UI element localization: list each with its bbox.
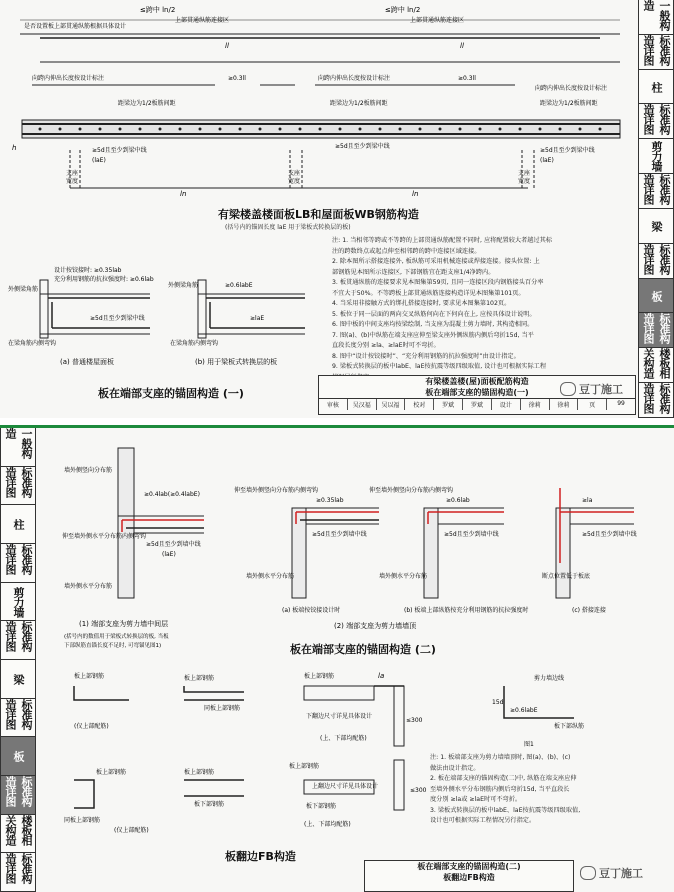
tb-cell: 校对 (405, 399, 434, 410)
side-tab-shear-wall[interactable]: 剪力墙 (1, 583, 35, 622)
support-sub-1: 宽度 (66, 178, 79, 185)
note-line: 2. 板在端部支座的锚固构造(二)中, 纵筋在端支座应伸 (430, 775, 577, 782)
watermark-1 (560, 381, 623, 397)
d1-sub2: 下部纵筋直锚长度不足时, 可弯锚见图1) (64, 643, 162, 649)
support-label-1: 支座 (66, 170, 79, 177)
fig1-caption: 图1 (524, 741, 534, 748)
tb-cell: 徐莉 (521, 399, 550, 410)
fb-b-top3: 板上部钢筋 (289, 763, 320, 770)
support-sub-3: 宽度 (518, 178, 531, 185)
detail-a-label2: 充分利用钢筋的抗拉强度时: ≥0.6lab (54, 276, 154, 283)
fb-b-top1: 板上部钢筋 (96, 769, 127, 776)
note-line: 5. 板位于同一层面的两向交叉纵筋何向在下何向在上, 应按具体设计说明。 (332, 310, 536, 318)
fb-lower3: 下翻边尺寸详见具体设计 (306, 713, 373, 720)
d2b-top: 伸至墙外侧竖向分布筋内侧弯钩 (369, 487, 454, 494)
support-sub-2: 宽度 (288, 178, 301, 185)
note-line: 部钢筋见本图所示连接区, 下部钢筋宜在距支座1/4净跨内。 (332, 268, 495, 276)
detail-a-inner: 在梁角筋内侧弯钩 (8, 340, 57, 347)
note-line: 设计也可根据实际工程情况另行指定。 (430, 817, 536, 824)
drawing-sheet-99 (0, 0, 674, 418)
side-tab-detail[interactable]: 标准构造详图 (1, 621, 35, 660)
fb-bc3: (上、下部均配筋) (304, 821, 351, 828)
d2b-dim: ≥0.6lab (446, 497, 470, 504)
extend-label-1: 向跨内伸出长度按设计标注 (32, 75, 105, 82)
fb-caption: 板翻边FB构造 (225, 850, 296, 863)
note-line: 度分别 ≥la或 ≥laE时可不弯折。 (430, 796, 522, 803)
title-block-row (319, 398, 635, 410)
detail-b-anchor: ≥laE (250, 315, 265, 322)
d2b-caption: (b) 板端上部纵筋按充分利用钢筋的抗拉强度时 (404, 607, 529, 614)
fig1-v: 15d (492, 699, 504, 706)
main-subcaption: (括号内的锚固长度 laE 用于梁板式转换层的板) (225, 224, 351, 231)
extend-label-3: 向跨内伸出长度按设计标注 (535, 85, 608, 92)
beam-dist-label-3: 距梁边为1/2板筋间距 (540, 100, 598, 107)
d1-sub1: (括号内的数值用于梁板式转换层的板, 当板 (64, 634, 169, 640)
fb-c1: (仅上部配筋) (74, 723, 109, 730)
detail-a-anchor: ≥5d且至少到梁中线 (90, 315, 145, 322)
detail-b-outer: 外侧梁角筋 (168, 282, 199, 289)
fb-b-mid3: 上翻边尺寸详见具体设计 (312, 783, 379, 790)
side-tab-detail[interactable]: 标准构造详图 (639, 104, 673, 139)
tb-cell: 罗斌 (463, 399, 492, 410)
top-left-note: 是否设置板上部贯通纵筋根据具体设计 (24, 23, 127, 30)
d1-mid: 伸至墙外侧水平分布筋内侧弯钩 (62, 533, 147, 540)
note-line: 4. 当采用非接触方式的绑扎搭接连接时, 要求见本图集第102页。 (332, 300, 511, 307)
tb-cell: 罗斌 (434, 399, 463, 410)
note-line: 不宜大于50%。不等跨板上部贯通纵筋连接构造详见本图集第101页。 (332, 289, 525, 297)
support-label-2: 支座 (288, 170, 301, 177)
d1-lae: (laE) (162, 551, 176, 558)
note-line: 至墙外侧水平分布钢筋内侧后弯折15d, 当平直段长 (430, 785, 570, 793)
side-tabs-2 (0, 428, 36, 892)
span-right-label: ≤跨中 ln/2 (385, 6, 421, 14)
lae-label-3: (laE) (540, 157, 554, 164)
title-block-2-title2: 板翻边FB构造 (443, 873, 495, 882)
fb-dim300: ≤300 (406, 717, 423, 724)
note-line: 注: 1. 板端部支座为剪力墙墙顶时, 图(a)、(b)、(c) (430, 754, 571, 761)
d2c-caption: (c) 搭接连接 (572, 607, 606, 614)
note-line: 8. 图中“设计按铰接时”、“充分利用钢筋的抗拉强度时”由设计指定。 (332, 352, 520, 360)
fb-c3: (上、下部均配筋) (320, 735, 367, 742)
detail-b-inner: 在梁角筋内侧弯钩 (170, 340, 219, 347)
side-tab-detail[interactable]: 标准构造详图 (639, 313, 673, 348)
notes-block-1 (332, 236, 632, 383)
fig1-axis: 剪力墙边线 (534, 675, 565, 682)
d2c-break: 断点位置低于板底 (542, 573, 591, 580)
fig1-dim: ≥0.6labE (510, 707, 538, 714)
detail-a-caption: (a) 普通楼屋面板 (60, 358, 114, 366)
tb-cell: 设计 (492, 399, 521, 410)
note-line: 3. 梁板式转换层的板中labE、laE按抗震等级四级取值, (430, 806, 581, 814)
caption-2: (2) 端部支座为剪力墙墙顶 (334, 622, 417, 630)
fb-top2: 板上部钢筋 (184, 675, 215, 682)
d2a-top: 伸至墙外侧竖向分布筋内侧弯钩 (234, 487, 319, 494)
detail-b-label: ≥0.6labE (225, 282, 253, 289)
anchor-label-1: ≥5d且至少到梁中线 (92, 147, 147, 154)
d2a-caption: (a) 板端按铰接设计时 (282, 607, 341, 614)
d2c-dim: ≥la (582, 497, 593, 504)
side-tab-beam[interactable]: 梁 (1, 660, 35, 699)
side-tabs-1 (638, 0, 674, 418)
d2a-anchor: ≥5d且至少到墙中线 (312, 531, 367, 538)
page-divider (0, 418, 674, 425)
chat-bubble-icon (560, 382, 576, 396)
anchor-caption-1: 板在端部支座的锚固构造 (一) (98, 387, 244, 400)
side-tab-slab[interactable]: 板 (1, 737, 35, 776)
span-left-label: ≤跨中 ln/2 (140, 6, 176, 14)
beam-dist-label-1: 距梁边为1/2板筋间距 (118, 100, 176, 107)
side-tab-detail[interactable]: 标准构造详图 (1, 467, 35, 506)
detail-a-outer: 外侧梁角筋 (8, 286, 39, 293)
watermark-2 (580, 865, 643, 881)
note-line: 3. 板贯通纵筋的连接要求见本图集第59页, 且同一连接区段内钢筋接头百分率 (332, 279, 544, 286)
tb-cell: 吴汉福 (348, 399, 377, 410)
title-block-2-title1: 板在端部支座的锚固构造(二) (417, 862, 521, 871)
side-tab-slab-related[interactable]: 楼板相关构造 (639, 348, 673, 383)
ln-label-1: ln (180, 190, 187, 198)
beam-dist-label-2: 距梁边为1/2板筋间距 (330, 100, 388, 107)
note-line: 9. 梁板式转换层的板中labE、laE按抗震等级四级取值, 设计也可根据实际工程 (332, 363, 547, 370)
ll-label-2: ll (460, 42, 464, 50)
ratio-label-1: ≥0.3ll (228, 75, 246, 82)
side-tab-shear-wall[interactable]: 剪力墙 (639, 139, 673, 174)
d1-top: 墙外侧竖向分布筋 (64, 467, 113, 474)
fb-top1: 板上部钢筋 (74, 673, 105, 680)
d2a-dim: ≥0.35lab (316, 497, 344, 504)
note-line: 做法由设计指定。 (430, 764, 480, 772)
side-tab-slab[interactable]: 板 (639, 279, 673, 314)
main-caption: 有梁楼盖楼面板LB和屋面板WB钢筋构造 (218, 208, 419, 221)
note-line: 注: 1. 当相邻等跨或不等跨的上部贯通纵筋配置不同时, 应将配置较大者越过其标 (332, 237, 553, 244)
side-tab-detail[interactable]: 标准构造详图 (1, 699, 35, 738)
d2a-bottom: 墙外侧水平分布筋 (246, 573, 295, 580)
anchor-caption-2: 板在端部支座的锚固构造 (二) (290, 643, 436, 656)
side-tab-detail[interactable]: 标准构造详图 (639, 244, 673, 279)
fb-b-low3: 板下部钢筋 (306, 803, 337, 810)
watermark-text: 豆丁施工 (599, 867, 643, 880)
side-tab-column[interactable]: 柱 (1, 505, 35, 544)
extend-label-2: 向跨内伸出长度按设计标注 (318, 75, 391, 82)
fb-lower1: 同板上部钢筋 (204, 705, 241, 712)
note-line: 直段长度分别 ≥la、≥laE时可不弯折。 (332, 342, 440, 349)
side-tab-detail[interactable]: 标准构造详图 (1, 776, 35, 815)
ll-label-1: ll (225, 42, 229, 50)
d1-dim: ≥0.4lab(≥0.4labE) (144, 491, 200, 498)
note-line: 6. 图中板的中间支座均按梁绘制, 当支座为混凝土剪力墙时, 其构造相同。 (332, 321, 534, 328)
h-label: h (12, 144, 17, 152)
title-block-title1: 有梁楼盖楼(屋)面板配筋构造 (425, 377, 529, 386)
lae-label-1: (laE) (92, 157, 106, 164)
d2b-anchor: ≥5d且至少到墙中线 (444, 531, 499, 538)
ln-label-2: ln (412, 190, 419, 198)
fb-b-top2: 板上部钢筋 (184, 769, 215, 776)
tb-cell: 吴以福 (377, 399, 406, 410)
side-tab-general[interactable]: 一般构造 (639, 0, 673, 35)
anchor-label-3: ≥5d且至少到梁中线 (540, 147, 595, 154)
ratio-label-2: ≥0.3ll (458, 75, 476, 82)
fb-la: la (378, 672, 385, 680)
side-tab-detail[interactable]: 标准构造详图 (639, 174, 673, 209)
side-tab-detail[interactable]: 标准构造详图 (1, 544, 35, 583)
d1-caption: (1) 端部支座为剪力墙中间层 (79, 620, 169, 628)
fb-b-dim300: ≤300 (410, 787, 427, 794)
notes-block-2 (430, 753, 670, 827)
tb-cell: 页 (578, 399, 607, 410)
side-tab-detail[interactable]: 标准构造详图 (1, 853, 35, 892)
drawing-sheet-100 (0, 425, 674, 892)
span-left-sub: 上部贯通纵筋连接区 (175, 17, 230, 24)
side-tab-detail[interactable]: 标准构造详图 (639, 383, 673, 418)
side-tab-column[interactable]: 柱 (639, 70, 673, 105)
side-tab-beam[interactable]: 梁 (639, 209, 673, 244)
tb-cell: 99 (617, 400, 625, 407)
fig1-lower: 板下部纵筋 (554, 723, 585, 730)
fb-b-lower2: 板下部钢筋 (194, 801, 225, 808)
tb-cell: 徐莉 (550, 399, 579, 410)
d2c-anchor: ≥5d且至少到墙中线 (582, 531, 637, 538)
watermark-text: 豆丁施工 (579, 383, 623, 396)
side-tab-detail[interactable]: 标准构造详图 (639, 35, 673, 70)
tb-cell: 审核 (319, 399, 348, 410)
fb-b-lower1: 同板上部钢筋 (64, 817, 101, 824)
side-tab-slab-related[interactable]: 楼板相关构造 (1, 815, 35, 854)
fb-bc1: (仅上部配筋) (114, 827, 149, 834)
d1-anchor: ≥5d且至少到墙中线 (146, 541, 201, 548)
note-line: 2. 除本图所示搭接连接外, 板纵筋可采用机械连接或焊接连接。接头位置: 上 (332, 258, 540, 265)
detail-a-label1: 设计按铰接时: ≥0.35lab (54, 267, 122, 274)
title-block-2 (364, 860, 574, 892)
note-line: 7. 图(a)、(b)中纵筋在端支座应伸至梁支座外侧纵筋内侧后弯折15d, 当平 (332, 331, 534, 339)
note-line: 注的跨数终点或起点伸至相邻跨的跨中连接区域连接。 (332, 247, 481, 255)
support-label-3: 支座 (518, 170, 531, 177)
side-tab-general[interactable]: 一般构造 (1, 428, 35, 467)
d1-bottom: 墙外侧水平分布筋 (64, 583, 113, 590)
chat-bubble-icon (580, 866, 596, 880)
title-block-title2: 板在端部支座的锚固构造(一) (425, 388, 529, 397)
anchor-label-2: ≥5d且至少到梁中线 (335, 143, 390, 150)
fb-top3: 板上部钢筋 (304, 673, 335, 680)
span-right-sub: 上部贯通纵筋连接区 (410, 17, 465, 24)
d2b-bottom: 墙外侧水平分布筋 (379, 573, 428, 580)
detail-b-caption: (b) 用于梁板式转换层的板 (195, 358, 278, 366)
